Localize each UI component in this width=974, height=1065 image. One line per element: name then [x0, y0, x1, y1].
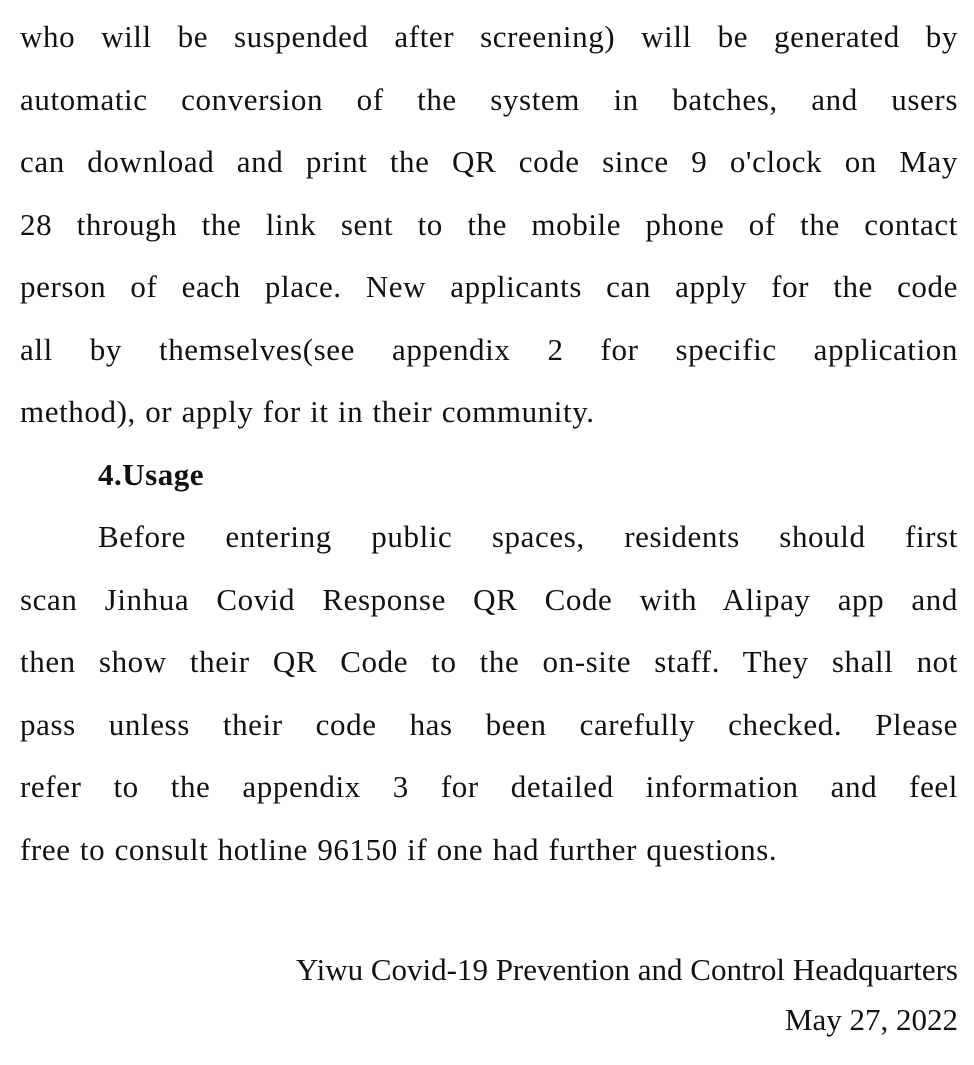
section-heading: 4.Usage	[98, 456, 204, 492]
text-line: all by themselves(see appendix 2 for specific application	[20, 331, 958, 367]
text-line: free to consult hotline 96150 if one had further questions.	[20, 831, 778, 867]
paragraph-1	[20, 6, 958, 444]
text-line: pass unless their code has been carefully checked. Please	[20, 706, 958, 742]
text-line: Before entering public spaces, residents should first	[98, 519, 958, 554]
text-line: refer to the appendix 3 for detailed information and feel	[20, 769, 958, 804]
text-line: scan Jinhua Covid Response QR Code with Alipay app and	[20, 581, 958, 617]
signature-block	[296, 945, 958, 1045]
text-line: who will be suspended after screening) will be generated by	[20, 19, 958, 54]
document-body	[20, 6, 958, 881]
text-line: method), or apply for it in their community.	[20, 394, 595, 429]
text-line: 28 through the link sent to the mobile phone of the contact	[20, 206, 958, 242]
paragraph-2	[20, 506, 958, 881]
text-line: can download and print the QR code since 9 o'clock on May	[20, 144, 958, 179]
text-line: automatic conversion of the system in batches, and users	[20, 81, 958, 117]
text-line: person of each place. New applicants can apply for the code	[20, 269, 958, 304]
signature-date: May 27, 2022	[784, 1002, 958, 1037]
signature-organization: Yiwu Covid-19 Prevention and Control Headquarters	[295, 952, 958, 987]
text-line: then show their QR Code to the on-site staff. They shall not	[20, 644, 958, 679]
